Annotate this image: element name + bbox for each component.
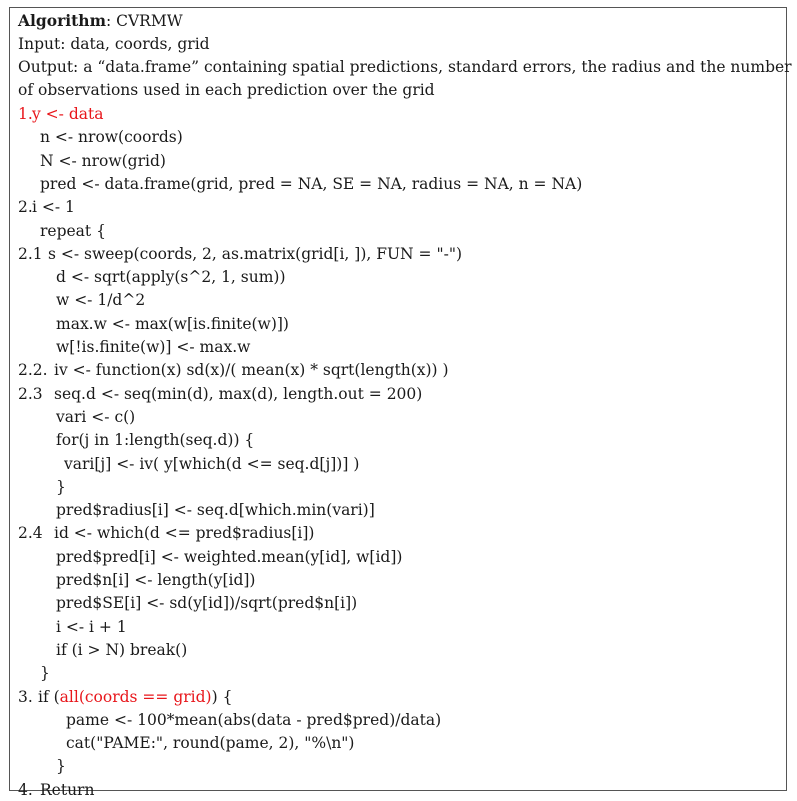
code-pre: if ( xyxy=(38,687,60,706)
code-post: ) { xyxy=(211,687,233,706)
step-number: 3. xyxy=(18,687,33,706)
step-number: 1. xyxy=(18,105,33,123)
step-number: 2. xyxy=(18,198,33,217)
code-text: id <- which(d <= pred$radius[i]) xyxy=(54,524,315,543)
step-number: 2.3 xyxy=(18,384,43,403)
code-text: for(j in 1:length(seq.d)) { xyxy=(56,431,255,450)
code-text: cat("PAME:", round(pame, 2), "%\n") xyxy=(66,734,355,753)
code-text: i <- i + 1 xyxy=(56,617,127,636)
code-text: pred$pred[i] <- weighted.mean(y[id], w[id]) xyxy=(56,547,403,566)
algorithm-name: : CVRMW xyxy=(105,12,183,30)
output-line-1: Output: a “data.frame” containing spatial predictions, standard errors, the radius and the number xyxy=(18,58,792,76)
algorithm-title xyxy=(18,10,183,32)
code-text: w <- 1/d^2 xyxy=(56,291,146,310)
output-line-2: of observations used in each prediction over the grid xyxy=(18,81,435,99)
code-text: d <- sqrt(apply(s^2, 1, sum)) xyxy=(56,268,286,287)
code-highlight: all(coords == grid) xyxy=(59,687,212,706)
code-text: vari <- c() xyxy=(56,407,136,426)
input-line: Input: data, coords, grid xyxy=(18,35,210,53)
code-text: i <- 1 xyxy=(32,198,75,217)
code-text: } xyxy=(56,477,66,496)
code-text: } xyxy=(56,757,66,776)
step-number: 2.4 xyxy=(18,524,43,543)
code-text: seq.d <- seq(min(d), max(d), length.out = 200) xyxy=(54,384,423,403)
code-text: iv <- function(x) sd(x)/( mean(x) * sqrt(length(x)) ) xyxy=(54,361,449,380)
code-text: vari[j] <- iv( y[which(d <= seq.d[j])] ) xyxy=(64,454,360,473)
algorithm-box xyxy=(9,7,792,799)
step-number: 2.1 xyxy=(18,244,43,263)
code-text: Return xyxy=(40,780,95,799)
code-text: N <- nrow(grid) xyxy=(40,151,166,170)
step-number: 4. xyxy=(18,780,33,799)
code-text: pred$radius[i] <- seq.d[which.min(vari)] xyxy=(56,501,375,520)
code-text xyxy=(38,686,232,708)
code-text: repeat { xyxy=(40,221,106,240)
code-text: w[!is.finite(w)] <- max.w xyxy=(56,338,251,356)
step-number: 2.2. xyxy=(18,361,48,380)
code-text: max.w <- max(w[is.finite(w)]) xyxy=(56,314,289,333)
code-text: pred$n[i] <- length(y[id]) xyxy=(56,571,256,589)
code-text: n <- nrow(coords) xyxy=(40,128,183,147)
code-text: pame <- 100*mean(abs(data - pred$pred)/data) xyxy=(66,710,442,729)
code-text: if (i > N) break() xyxy=(56,640,188,659)
algorithm-label: Algorithm xyxy=(18,11,106,30)
code-text: s <- sweep(coords, 2, as.matrix(grid[i, ]), FUN = "-") xyxy=(48,244,462,263)
code-text: pred$SE[i] <- sd(y[id])/sqrt(pred$n[i]) xyxy=(56,594,358,613)
code-text: } xyxy=(40,664,50,683)
code-text: pred <- data.frame(grid, pred = NA, SE = NA, radius = NA, n = NA) xyxy=(40,174,583,193)
code-text: y <- data xyxy=(32,105,104,123)
